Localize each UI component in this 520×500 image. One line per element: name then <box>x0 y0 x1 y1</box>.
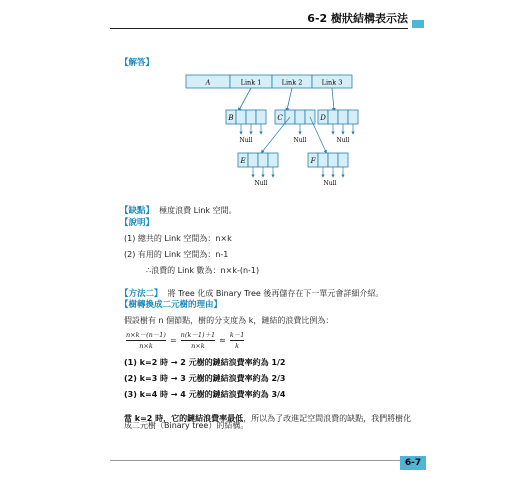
case-k3: (2) k=3 時 → 3 元樹的鏈結浪費率約為 2/3 <box>124 374 286 383</box>
null-label-d: Null <box>336 137 350 144</box>
root-label-link1: Link 1 <box>240 78 262 87</box>
method2-text: 將 Tree 化成 Binary Tree 後再儲存在下一單元會詳細介紹。 <box>167 289 384 298</box>
case-k2: (1) k=2 時 → 2 元樹的鏈結浪費率約為 1/2 <box>124 358 286 367</box>
null-label-f: Null <box>323 180 337 187</box>
node-d-label: D <box>320 114 326 122</box>
equals-sign: = <box>169 335 177 345</box>
method2-label: 【方法二】 <box>120 289 163 299</box>
page-number: 6-7 <box>400 456 426 470</box>
drawback-text: 極度浪費 Link 空間。 <box>159 206 237 215</box>
edge-root-c <box>287 88 292 110</box>
conclusion-bold: 當 k=2 時，它的鏈結浪費率最低 <box>124 414 244 423</box>
null-label-b: Null <box>239 137 253 144</box>
edge-root-b <box>239 88 251 110</box>
edge-root-d <box>332 88 334 110</box>
node-c-label: C <box>277 114 283 122</box>
fraction-1 <box>126 330 166 350</box>
explain-heading: 【說明】 <box>120 218 155 228</box>
node-c <box>262 110 326 152</box>
root-label-a: A <box>205 78 211 87</box>
conclusion-rest: ，所以為了改進記空間浪費的缺點，我們將樹化 <box>243 414 412 423</box>
fraction-1-numerator: n×k－(n－1) <box>126 331 166 339</box>
fraction-3-denominator: k <box>235 342 240 350</box>
conclusion-line-2: 成二元樹（Binary tree）的結構。 <box>124 421 249 430</box>
reason-intro: 假設樹有 n 個節點，樹的分支度為 k，鏈結的浪費比例為： <box>124 316 334 325</box>
null-label-c: Null <box>293 137 307 144</box>
fraction-2-denominator: n×k <box>191 342 205 350</box>
root-label-link2: Link 2 <box>281 78 303 87</box>
node-b <box>226 110 266 144</box>
root-node <box>186 75 352 88</box>
running-header: 6-2 樹狀結構表示法 <box>307 12 408 25</box>
fraction-3 <box>230 330 245 350</box>
drawback-label: 【缺點】 <box>120 206 155 216</box>
fraction-2 <box>181 330 215 350</box>
case-k4: (3) k=4 時 → 4 元樹的鏈結浪費率約為 3/4 <box>124 390 286 399</box>
fraction-3-numerator: k－1 <box>229 331 245 339</box>
node-e-label: E <box>240 157 246 165</box>
node-b-label: B <box>228 114 234 122</box>
node-f-label: F <box>310 157 316 165</box>
answer-heading: 【解答】 <box>120 58 155 68</box>
footer-rule <box>110 460 408 461</box>
tree-diagram <box>0 0 520 200</box>
fraction-2-numerator: n(k－1)＋1 <box>180 331 216 339</box>
node-f <box>308 153 348 187</box>
drawback-line <box>120 198 237 217</box>
fraction-1-denominator: n×k <box>139 342 153 350</box>
null-label-e: Null <box>254 180 268 187</box>
node-e <box>238 153 278 187</box>
explain-line-2: (2) 有用的 Link 空間為：n-1 <box>124 250 229 259</box>
root-label-link3: Link 3 <box>321 78 343 87</box>
waste-ratio-formula <box>126 330 244 350</box>
explain-line-1: (1) 總共的 Link 空間為：n×k <box>124 234 232 243</box>
explain-line-3: ∴浪費的 Link 數為：n×k-(n-1) <box>146 266 260 275</box>
reason-heading: 【樹轉換成二元樹的理由】 <box>120 300 223 310</box>
node-d <box>318 110 358 144</box>
approx-sign: ≈ <box>219 335 226 345</box>
